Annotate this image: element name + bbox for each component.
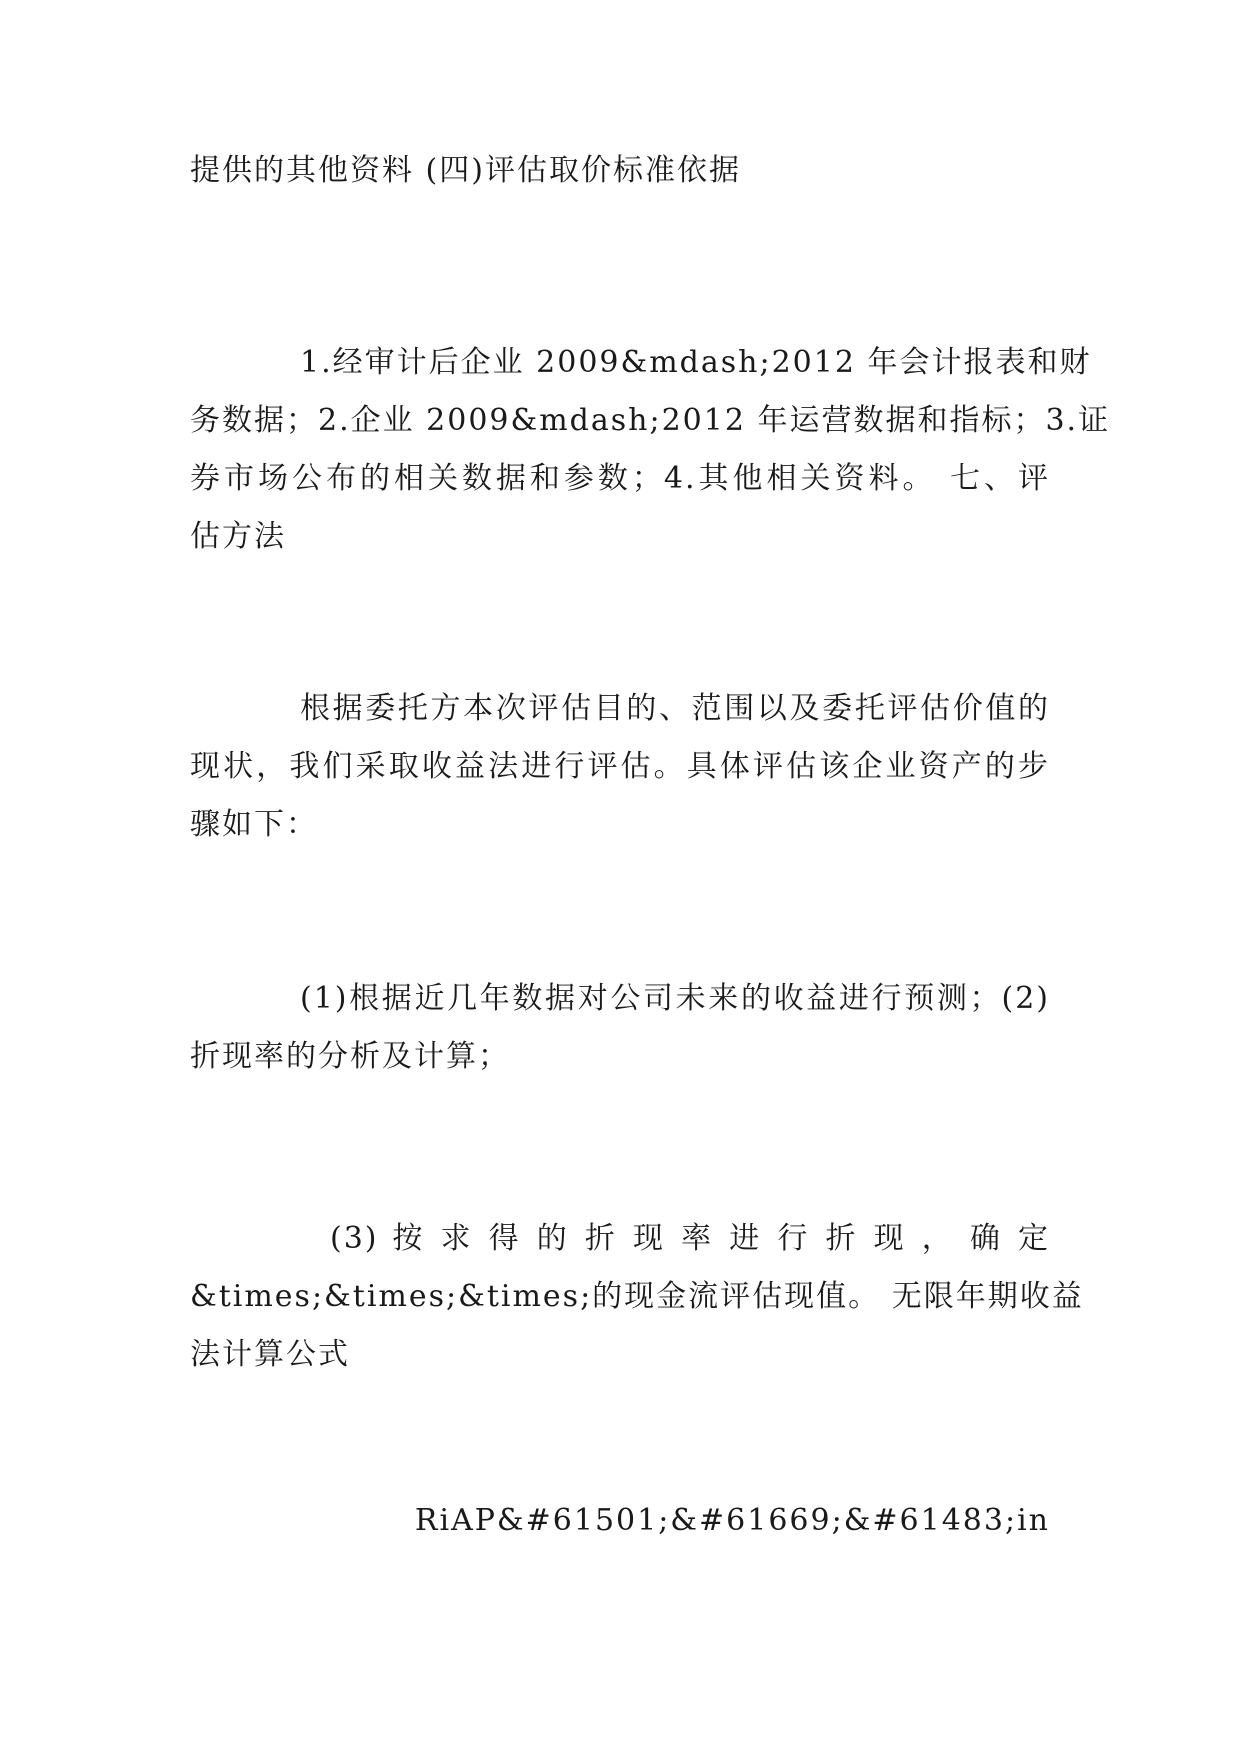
steps-paragraph — [190, 970, 1050, 1086]
basis-line-1: 1.经审计后企业 2009&mdash;2012 年会计报表和财 — [300, 345, 1092, 380]
method-paragraph — [190, 680, 1050, 854]
discount-line-2: &times;&times;&times;的现金流评估现值。 无限年期收益 — [190, 1279, 1084, 1314]
basis-line-2: 务数据；2.企业 2009&mdash;2012 年运营数据和指标；3.证 — [190, 403, 1111, 438]
formula-paragraph — [190, 1492, 1050, 1550]
basis-line-3: 券市场公布的相关数据和参数；4.其他相关资料。 七、评 — [190, 461, 1050, 496]
formula-line: RiAP&#61501;&#61669;&#61483;in — [414, 1503, 1050, 1538]
heading-paragraph — [190, 142, 1050, 200]
discount-paragraph — [190, 1210, 1084, 1384]
method-line-3: 骤如下： — [190, 807, 318, 842]
method-line-1: 根据委托方本次评估目的、范围以及委托评估价值的 — [300, 691, 1050, 726]
discount-line-3: 法计算公式 — [190, 1337, 350, 1372]
evaluation-basis-paragraph — [190, 334, 1111, 566]
discount-line-1: (3) 按 求 得 的 折 现 率 进 行 折 现 ， 确 定 — [330, 1221, 1050, 1256]
steps-line-1: (1)根据近几年数据对公司未来的收益进行预测；(2) — [300, 981, 1050, 1016]
steps-line-2: 折现率的分析及计算； — [190, 1039, 510, 1074]
method-line-2: 现状，我们采取收益法进行评估。具体评估该企业资产的步 — [190, 749, 1050, 784]
basis-line-4: 估方法 — [190, 519, 286, 554]
heading-line: 提供的其他资料 (四)评估取价标准依据 — [190, 153, 741, 188]
